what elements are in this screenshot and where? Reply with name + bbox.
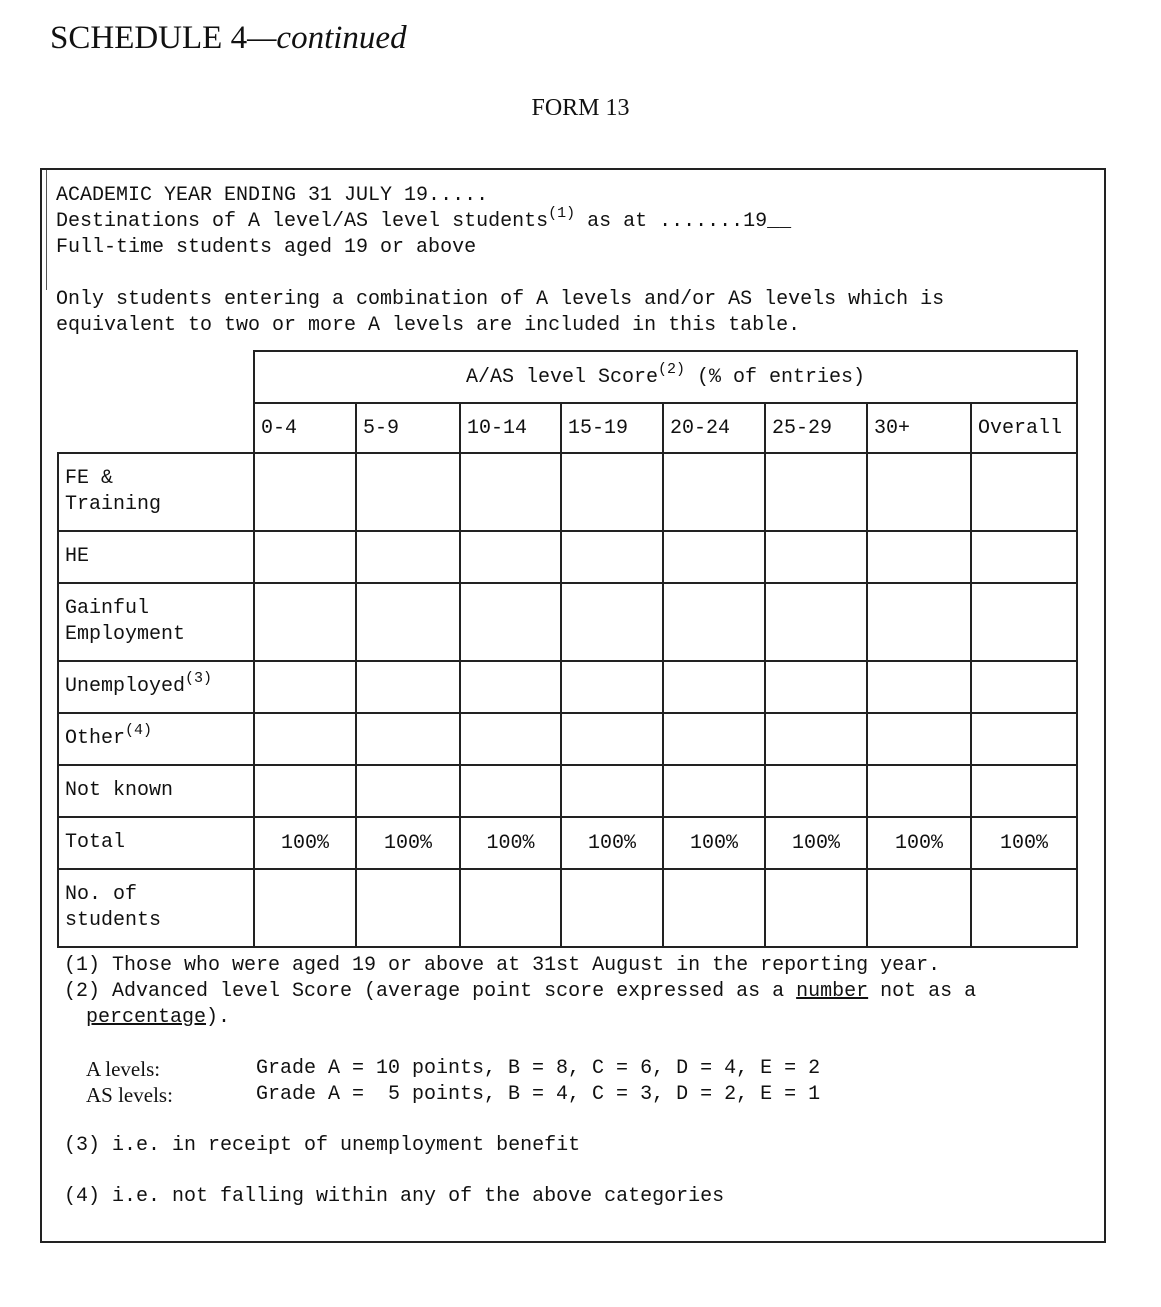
footnote-2-text: (2) Advanced level Score (average point score expressed as a xyxy=(64,980,797,1003)
table-cell xyxy=(765,713,867,765)
footnote-2-percentage: percentage xyxy=(86,1006,207,1029)
table-cell xyxy=(356,583,460,661)
table-row xyxy=(58,531,1077,583)
row-label: Total xyxy=(65,831,126,854)
table-cell xyxy=(460,453,561,531)
table-cell xyxy=(971,661,1077,713)
footnote-marker-2: (2) xyxy=(657,360,685,378)
table-cell xyxy=(867,713,971,765)
footnote-marker: (4) xyxy=(125,722,153,739)
table-cell: 100% xyxy=(254,817,356,869)
table-row xyxy=(58,453,1077,531)
as-levels-label: AS levels: xyxy=(86,1083,173,1107)
table-cell xyxy=(867,583,971,661)
corner-blank xyxy=(58,351,254,403)
scope-text-line-2: equivalent to two or more A levels are included in this table. xyxy=(56,314,801,337)
table-cell: 100% xyxy=(765,817,867,869)
schedule-heading xyxy=(50,20,407,57)
academic-year-line: ACADEMIC YEAR ENDING 31 JULY 19..... xyxy=(56,184,489,207)
table-cell xyxy=(561,765,663,817)
table-cell: 100% xyxy=(663,817,765,869)
table-cell xyxy=(561,583,663,661)
footnote-1: (1) Those who were aged 19 or above at 31st August in the reporting year. xyxy=(64,954,941,977)
table-cell xyxy=(460,583,561,661)
table-cell: 100% xyxy=(356,817,460,869)
table-cell xyxy=(561,531,663,583)
row-header xyxy=(58,453,254,531)
column-header: 0-4 xyxy=(254,403,356,453)
destinations-text: Destinations of A level/AS level students xyxy=(56,210,549,233)
table-cell xyxy=(356,869,460,947)
table-cell xyxy=(254,453,356,531)
footnote-3: (3) i.e. in receipt of unemployment benefit xyxy=(64,1134,581,1157)
table-cell xyxy=(971,453,1077,531)
table-cell xyxy=(867,531,971,583)
table-row xyxy=(58,817,1077,869)
table-cell: 100% xyxy=(460,817,561,869)
table-cell xyxy=(561,713,663,765)
table-cell xyxy=(663,765,765,817)
table-cell xyxy=(460,869,561,947)
corner-blank-2 xyxy=(58,403,254,453)
footnote-2-number: number xyxy=(796,980,869,1003)
form-number: FORM 13 xyxy=(531,95,630,121)
table-cell xyxy=(765,583,867,661)
table-cell xyxy=(663,531,765,583)
row-label: FE & Training xyxy=(65,467,162,516)
table-cell xyxy=(254,765,356,817)
row-label: Gainful Employment xyxy=(65,597,186,646)
table-cell xyxy=(663,583,765,661)
table-cell xyxy=(254,713,356,765)
table-cell xyxy=(356,713,460,765)
table-cell xyxy=(867,453,971,531)
row-header xyxy=(58,765,254,817)
table-cell xyxy=(460,661,561,713)
table-cell xyxy=(356,453,460,531)
row-label: Other xyxy=(65,727,126,750)
table-body xyxy=(58,351,1077,947)
table-cell xyxy=(663,661,765,713)
table-cell xyxy=(460,765,561,817)
a-levels-label: A levels: xyxy=(86,1057,161,1081)
table-cell xyxy=(765,661,867,713)
table-cell xyxy=(971,531,1077,583)
table-cell xyxy=(765,765,867,817)
table-cell xyxy=(971,713,1077,765)
score-group-header xyxy=(254,351,1077,403)
footnote-2-continued xyxy=(86,1006,230,1029)
table-cell xyxy=(765,453,867,531)
fulltime-students-line: Full-time students aged 19 or above xyxy=(56,236,477,259)
table-cell xyxy=(663,713,765,765)
footnote-marker-1: (1) xyxy=(548,205,576,222)
column-header: 30+ xyxy=(867,403,971,453)
score-header-tail: (% of entries) xyxy=(685,365,866,389)
score-header-label: A/AS level Score xyxy=(465,365,658,389)
table-cell xyxy=(561,869,663,947)
table-cell xyxy=(561,453,663,531)
table-cell xyxy=(663,869,765,947)
table-cell xyxy=(867,869,971,947)
row-header xyxy=(58,817,254,869)
a-levels-grades: Grade A = 10 points, B = 8, C = 6, D = 4, E = 2 xyxy=(256,1057,821,1080)
table-cell: 100% xyxy=(867,817,971,869)
table-cell xyxy=(765,531,867,583)
scope-text-line-1: Only students entering a combination of A levels and/or AS levels which is xyxy=(56,288,945,311)
row-label: Unemployed xyxy=(65,675,186,698)
table-cell xyxy=(356,765,460,817)
column-header: 10-14 xyxy=(460,403,561,453)
column-header: Overall xyxy=(971,403,1077,453)
table-cell xyxy=(254,869,356,947)
table-cell xyxy=(867,661,971,713)
footnote-2 xyxy=(64,980,976,1003)
table-row xyxy=(58,765,1077,817)
table-cell: 100% xyxy=(971,817,1077,869)
footnote-4: (4) i.e. not falling within any of the above categories xyxy=(64,1185,725,1208)
footnote-2-end: ). xyxy=(206,1006,231,1029)
column-header-row xyxy=(58,403,1077,453)
column-header: 25-29 xyxy=(765,403,867,453)
table-row xyxy=(58,713,1077,765)
row-header xyxy=(58,661,254,713)
table-cell xyxy=(561,661,663,713)
row-label: HE xyxy=(65,545,90,568)
table-cell xyxy=(971,765,1077,817)
row-header xyxy=(58,713,254,765)
schedule-continued: —continued xyxy=(247,20,407,56)
table-cell xyxy=(460,531,561,583)
schedule-title: SCHEDULE 4 xyxy=(50,20,248,56)
column-header: 20-24 xyxy=(663,403,765,453)
row-header xyxy=(58,869,254,947)
table-row xyxy=(58,661,1077,713)
row-label: No. of students xyxy=(65,883,162,932)
table-cell xyxy=(765,869,867,947)
table-cell xyxy=(356,661,460,713)
table-cell xyxy=(663,453,765,531)
as-levels-grades: Grade A = 5 points, B = 4, C = 3, D = 2, E = 1 xyxy=(256,1083,821,1106)
table-cell xyxy=(971,869,1077,947)
table-cell xyxy=(356,531,460,583)
table-cell xyxy=(254,531,356,583)
group-header-row xyxy=(58,351,1077,403)
footnote-marker: (3) xyxy=(185,670,213,687)
form-frame xyxy=(40,168,1106,1243)
table-row xyxy=(58,583,1077,661)
row-header xyxy=(58,583,254,661)
table-row xyxy=(58,869,1077,947)
table-cell xyxy=(460,713,561,765)
destinations-table xyxy=(57,350,1078,948)
table-cell xyxy=(254,583,356,661)
column-header: 15-19 xyxy=(561,403,663,453)
table-cell xyxy=(254,661,356,713)
table-cell xyxy=(867,765,971,817)
table-cell xyxy=(971,583,1077,661)
table-cell: 100% xyxy=(561,817,663,869)
row-header xyxy=(58,531,254,583)
destinations-date: as at .......19__ xyxy=(575,210,792,233)
column-header: 5-9 xyxy=(356,403,460,453)
destinations-line xyxy=(56,205,792,233)
row-label: Not known xyxy=(65,779,174,802)
footnote-2-text-b: not as a xyxy=(868,980,977,1003)
